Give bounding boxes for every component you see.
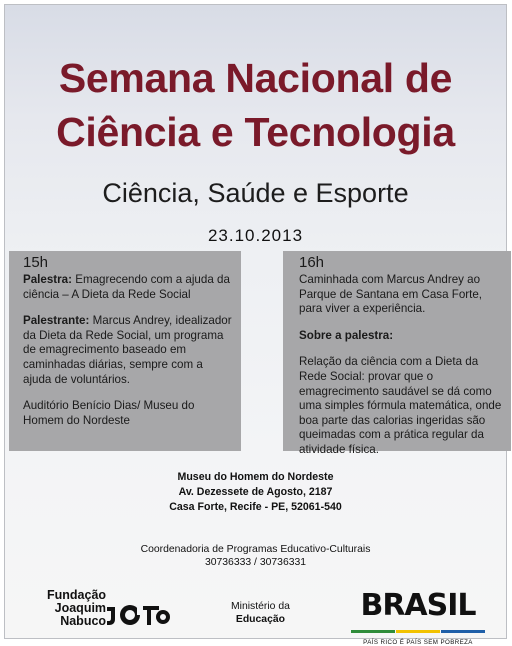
talk-label: Palestra: [23,273,72,286]
talk-location: Auditório Benício Dias/ Museu do Homem do Nordeste [23,399,195,427]
brasil-color-stripe [351,630,485,634]
fundacao-line1: Fundação [47,588,107,602]
panel-time: 15h [23,254,49,271]
venue-address [5,470,506,515]
speaker-text: Marcus Andrey, idealizador da Dieta da Rede Social, um programa de emagrecimento baseado em caminhadas diárias, sempre com a ajuda de voluntários. [23,314,232,386]
governo-brasil-logo [351,588,485,646]
speaker-description [23,314,233,387]
brasil-wordmark: BRASIL [360,588,476,623]
ministerio-educacao-logo [231,601,290,626]
talk-title: Emagrecendo com a ajuda da ciência – A Dieta da Rede Social [23,273,230,301]
panel-time: 16h [299,254,325,271]
fundacao-joaquim-nabuco-logo-text [47,589,106,628]
ministerio-line2: Educação [235,613,285,625]
talk-description [23,273,233,302]
coordination-info [5,543,506,569]
ministerio-line1: Ministério da [231,601,290,612]
about-heading: Sobre a palestra: [299,328,394,342]
poster-title-line2: Ciência e Tecnologia [56,109,455,155]
schedule-panel-16h [283,251,511,456]
brasil-slogan: PAÍS RICO É PAÍS SEM POBREZA [363,639,473,646]
address-line2: Av. Dezessete de Agosto, 2187 [178,486,333,498]
event-poster [4,4,507,646]
event-date: 23.10.2013 [207,226,304,245]
fundacao-joaquim-nabuco-logo-icon [105,601,171,627]
address-line3: Casa Forte, Recife - PE, 52061-540 [169,501,342,513]
coordination-phones: 30736333 / 30736331 [204,557,307,568]
address-line1: Museu do Homem do Nordeste [177,471,334,483]
fundacao-line3: Nabuco [60,614,107,628]
about-text: Relação da ciência com a Dieta da Rede Social: provar que o emagrecimento saudável se dá como uma simples fórmula matemática, onde boa parte das calorias ingeridas são queimadas com a prática regular da atividade física. [299,355,502,456]
speaker-label: Palestrante: [23,314,90,328]
fundacao-line2: Joaquim [54,601,107,615]
coordination-name: Coordenadoria de Programas Educativo-Culturais [140,544,371,555]
schedule-panel-15h [9,251,241,451]
walk-description: Caminhada com Marcus Andrey ao Parque de Santana em Casa Forte, para viver a experiência. [299,273,483,316]
poster-subtitle: Ciência, Saúde e Esporte [102,178,409,208]
poster-title-line1: Semana Nacional de [58,55,453,101]
